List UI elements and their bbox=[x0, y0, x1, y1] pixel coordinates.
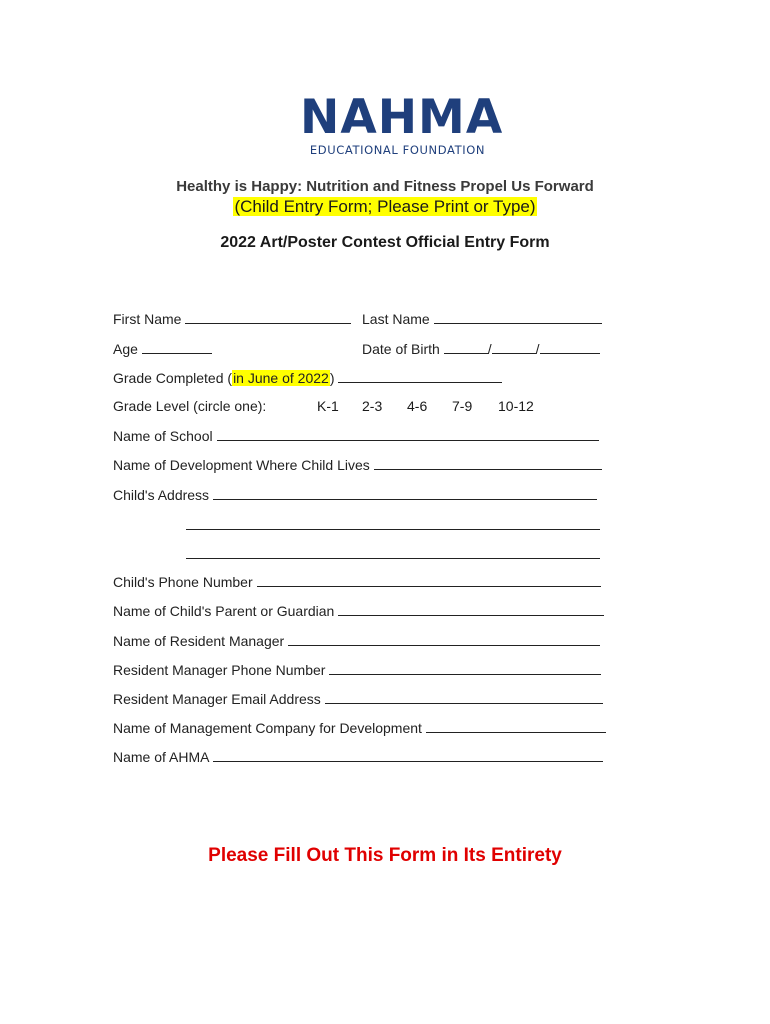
address-field-line-3[interactable] bbox=[186, 545, 600, 559]
dob-month-field[interactable] bbox=[444, 340, 488, 354]
address-field-line-2[interactable] bbox=[186, 516, 600, 530]
ahma-row bbox=[113, 748, 603, 765]
ahma-field[interactable] bbox=[213, 748, 603, 762]
school-field[interactable] bbox=[217, 427, 599, 441]
form-instruction-text: (Child Entry Form; Please Print or Type) bbox=[234, 197, 536, 216]
manager-row bbox=[113, 632, 600, 649]
grade-option[interactable]: K-1 bbox=[317, 398, 339, 414]
last-name-row bbox=[362, 310, 602, 327]
logo-subtitle: EDUCATIONAL FOUNDATION bbox=[309, 143, 486, 157]
development-row bbox=[113, 456, 602, 473]
grade-completed-label: Grade Completed ( bbox=[113, 370, 233, 386]
dob-year-field[interactable] bbox=[540, 340, 600, 354]
address-field-line-1[interactable] bbox=[213, 486, 597, 500]
company-label: Name of Management Company for Development bbox=[113, 720, 422, 736]
first-name-label: First Name bbox=[113, 311, 182, 327]
form-title: 2022 Art/Poster Contest Official Entry Form bbox=[220, 234, 550, 251]
address-line-3-row bbox=[186, 545, 600, 562]
parent-label: Name of Child's Parent or Guardian bbox=[113, 603, 335, 619]
completion-warning: Please Fill Out This Form in Its Entirety bbox=[208, 845, 562, 866]
company-field[interactable] bbox=[426, 719, 606, 733]
dob-day-field[interactable] bbox=[492, 340, 536, 354]
grade-option[interactable]: 4-6 bbox=[407, 398, 428, 414]
first-name-row bbox=[113, 310, 351, 327]
age-field[interactable] bbox=[142, 340, 212, 354]
manager-phone-label: Resident Manager Phone Number bbox=[113, 662, 326, 678]
address-line-2-row bbox=[186, 516, 600, 533]
logo-name: NAHMA bbox=[300, 90, 504, 145]
grade-completed-row bbox=[113, 369, 502, 386]
manager-email-row bbox=[113, 690, 603, 707]
phone-field[interactable] bbox=[257, 573, 601, 587]
manager-email-label: Resident Manager Email Address bbox=[113, 691, 321, 707]
company-row bbox=[113, 719, 606, 736]
grade-completed-field[interactable] bbox=[338, 369, 502, 383]
manager-email-field[interactable] bbox=[325, 690, 603, 704]
manager-label: Name of Resident Manager bbox=[113, 633, 285, 649]
address-row bbox=[113, 486, 597, 503]
age-label: Age bbox=[113, 341, 138, 357]
dob-label: Date of Birth bbox=[362, 341, 440, 357]
development-field[interactable] bbox=[374, 456, 602, 470]
ahma-label: Name of AHMA bbox=[113, 749, 209, 765]
school-row bbox=[113, 427, 599, 444]
manager-phone-field[interactable] bbox=[329, 661, 601, 675]
parent-field[interactable] bbox=[338, 602, 604, 616]
age-row bbox=[113, 340, 212, 357]
dob-row: Date of Birth / / bbox=[362, 340, 600, 357]
grade-option[interactable]: 2-3 bbox=[362, 398, 383, 414]
address-label: Child's Address bbox=[113, 487, 210, 503]
grade-completed-note: in June of 2022 bbox=[233, 370, 329, 386]
contest-theme: Healthy is Happy: Nutrition and Fitness Propel Us Forward bbox=[176, 178, 594, 195]
development-label: Name of Development Where Child Lives bbox=[113, 457, 370, 473]
grade-completed-close: ) bbox=[329, 370, 335, 386]
school-label: Name of School bbox=[113, 428, 213, 444]
phone-label: Child's Phone Number bbox=[113, 574, 253, 590]
grade-level-label: Grade Level (circle one): bbox=[113, 398, 267, 414]
form-instruction bbox=[0, 197, 770, 217]
last-name-label: Last Name bbox=[362, 311, 430, 327]
phone-row bbox=[113, 573, 601, 590]
manager-phone-row bbox=[113, 661, 601, 678]
nahma-logo bbox=[300, 90, 504, 157]
grade-option[interactable]: 10-12 bbox=[498, 398, 534, 414]
first-name-field[interactable] bbox=[185, 310, 351, 324]
parent-row bbox=[113, 602, 604, 619]
last-name-field[interactable] bbox=[434, 310, 602, 324]
grade-option[interactable]: 7-9 bbox=[452, 398, 473, 414]
manager-field[interactable] bbox=[288, 632, 600, 646]
